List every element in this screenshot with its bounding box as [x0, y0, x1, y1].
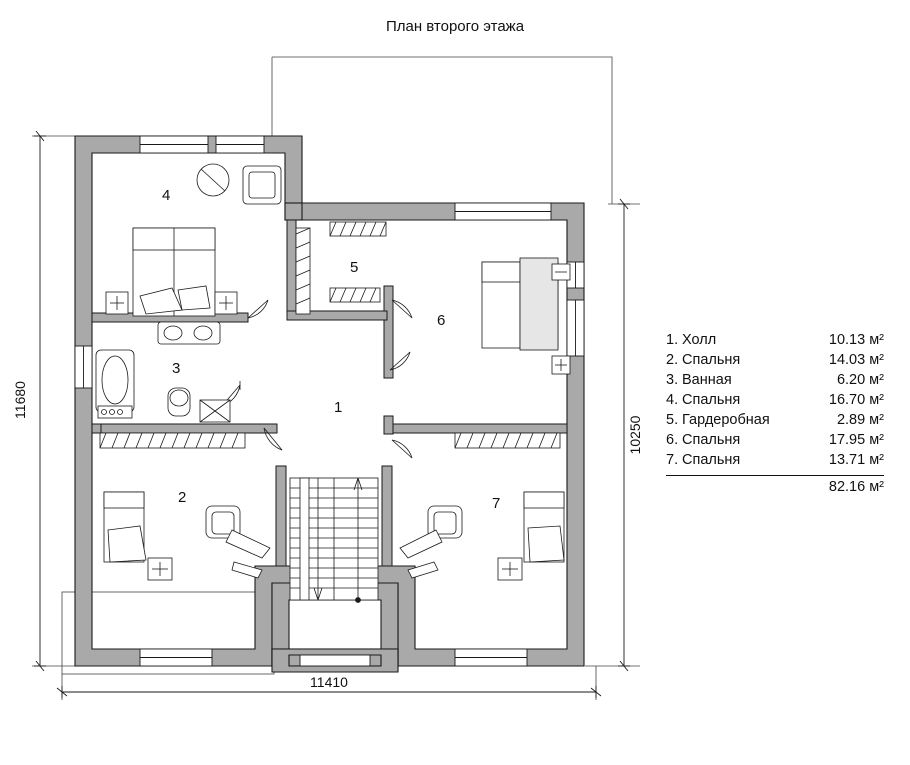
legend-table [666, 330, 884, 470]
furniture-bathroom [96, 322, 230, 422]
furniture-room7 [400, 433, 564, 580]
legend-area: 17.95 м² [828, 432, 884, 448]
legend-name: Гардеробная [682, 412, 770, 428]
furniture-room4 [106, 164, 281, 316]
room-number-6: 6 [437, 312, 446, 329]
room-number-2: 2 [178, 489, 187, 506]
room-number-5: 5 [350, 259, 359, 276]
room-legend [666, 330, 884, 495]
legend-row [666, 330, 884, 350]
legend-number: 3. [666, 372, 679, 388]
room-number-4: 4 [162, 187, 171, 204]
legend-number: 7. [666, 452, 679, 468]
page-title: План второго этажа [385, 18, 525, 35]
room-number-3: 3 [172, 360, 181, 377]
legend-name: Спальня [682, 392, 741, 408]
furniture-wardrobe [296, 222, 386, 314]
room-number-7: 7 [492, 495, 501, 512]
dimension-left: 11680 [12, 381, 28, 419]
legend-name: Холл [682, 332, 717, 348]
legend-name: Спальня [682, 452, 741, 468]
legend-name: Спальня [682, 432, 741, 448]
legend-number: 4. [666, 392, 679, 408]
legend-area: 13.71 м² [828, 452, 884, 468]
room-number-1: 1 [334, 399, 343, 416]
legend-number: 6. [666, 432, 679, 448]
dimension-bottom: 11410 [310, 674, 348, 690]
legend-number: 1. [666, 332, 679, 348]
legend-number: 5. [666, 412, 679, 428]
legend-total: 82.16 м² [666, 475, 884, 495]
legend-area: 10.13 м² [828, 332, 884, 348]
furniture-room6 [482, 258, 570, 374]
legend-number: 2. [666, 352, 679, 368]
legend-area: 6.20 м² [836, 372, 884, 388]
legend-row [666, 430, 884, 450]
legend-area: 16.70 м² [828, 392, 884, 408]
legend-name: Ванная [682, 372, 732, 388]
legend-row [666, 370, 884, 390]
dimension-right: 10250 [627, 415, 643, 455]
legend-name: Спальня [682, 352, 741, 368]
legend-area: 2.89 м² [836, 412, 884, 428]
legend-row [666, 350, 884, 370]
legend-area: 14.03 м² [828, 352, 884, 368]
staircase [290, 478, 378, 603]
legend-row [666, 450, 884, 470]
legend-row [666, 410, 884, 430]
legend-row [666, 390, 884, 410]
furniture-room2 [100, 433, 270, 580]
